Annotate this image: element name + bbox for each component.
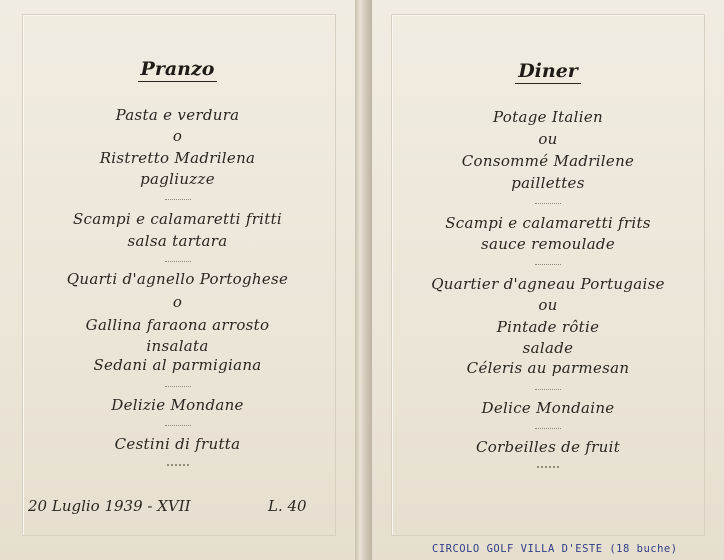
menu-line: Ristretto Madrilena xyxy=(99,149,256,167)
separator xyxy=(165,199,191,200)
separator xyxy=(535,203,561,204)
menu-title xyxy=(0,58,355,80)
menu-title xyxy=(372,60,724,82)
menu-line: Consommé Madrilene xyxy=(461,152,635,170)
menu-title-text: Diner xyxy=(515,60,581,84)
left-menu-page xyxy=(0,0,355,560)
menu-line: Delice Mondaine xyxy=(481,399,615,417)
end-mark xyxy=(537,466,559,468)
menu-line: Pintade rôtie xyxy=(496,318,600,336)
menu-line: Corbeilles de fruit xyxy=(475,438,621,456)
menu-line: Gallina faraona arrosto xyxy=(85,316,270,334)
right-menu-page xyxy=(372,0,724,560)
menu-title-text: Pranzo xyxy=(138,58,218,82)
menu-line: insalata xyxy=(146,337,209,355)
menu-line: Quartier d'agneau Portugaise xyxy=(431,275,665,293)
separator xyxy=(535,428,561,429)
menu-line: salade xyxy=(522,339,574,357)
menu-line: Céleris au parmesan xyxy=(466,359,630,377)
menu-line: salsa tartara xyxy=(127,232,228,250)
menu-line: ou xyxy=(538,130,558,148)
menu-line: paillettes xyxy=(511,174,585,192)
menu-line: Quarti d'agnello Portoghese xyxy=(66,270,289,288)
separator xyxy=(535,389,561,390)
menu-line: pagliuzze xyxy=(140,170,215,188)
menu-line: Delizie Mondane xyxy=(111,396,244,414)
menu-date: 20 Luglio 1939 - XVII xyxy=(28,497,191,515)
menu-line: Scampi e calamaretti fritti xyxy=(72,210,283,228)
menu-line: Pasta e verdura xyxy=(115,106,240,124)
menu-line: ou xyxy=(538,296,558,314)
separator xyxy=(535,264,561,265)
menu-line: Scampi e calamaretti frits xyxy=(445,214,651,232)
menu-line: sauce remoulade xyxy=(480,235,616,253)
separator xyxy=(165,261,191,262)
separator xyxy=(165,425,191,426)
menu-line: Potage Italien xyxy=(493,108,603,126)
menu-line: o xyxy=(172,127,183,145)
menu-price: L. 40 xyxy=(268,497,307,515)
end-mark xyxy=(167,464,189,466)
separator xyxy=(165,386,191,387)
club-stamp: CIRCOLO GOLF VILLA D'ESTE (18 buche) xyxy=(432,543,678,555)
book-gutter xyxy=(355,0,372,560)
menu-line: o xyxy=(172,293,183,311)
menu-line: Sedani al parmigiana xyxy=(93,356,262,374)
menu-line: Cestini di frutta xyxy=(114,435,241,453)
